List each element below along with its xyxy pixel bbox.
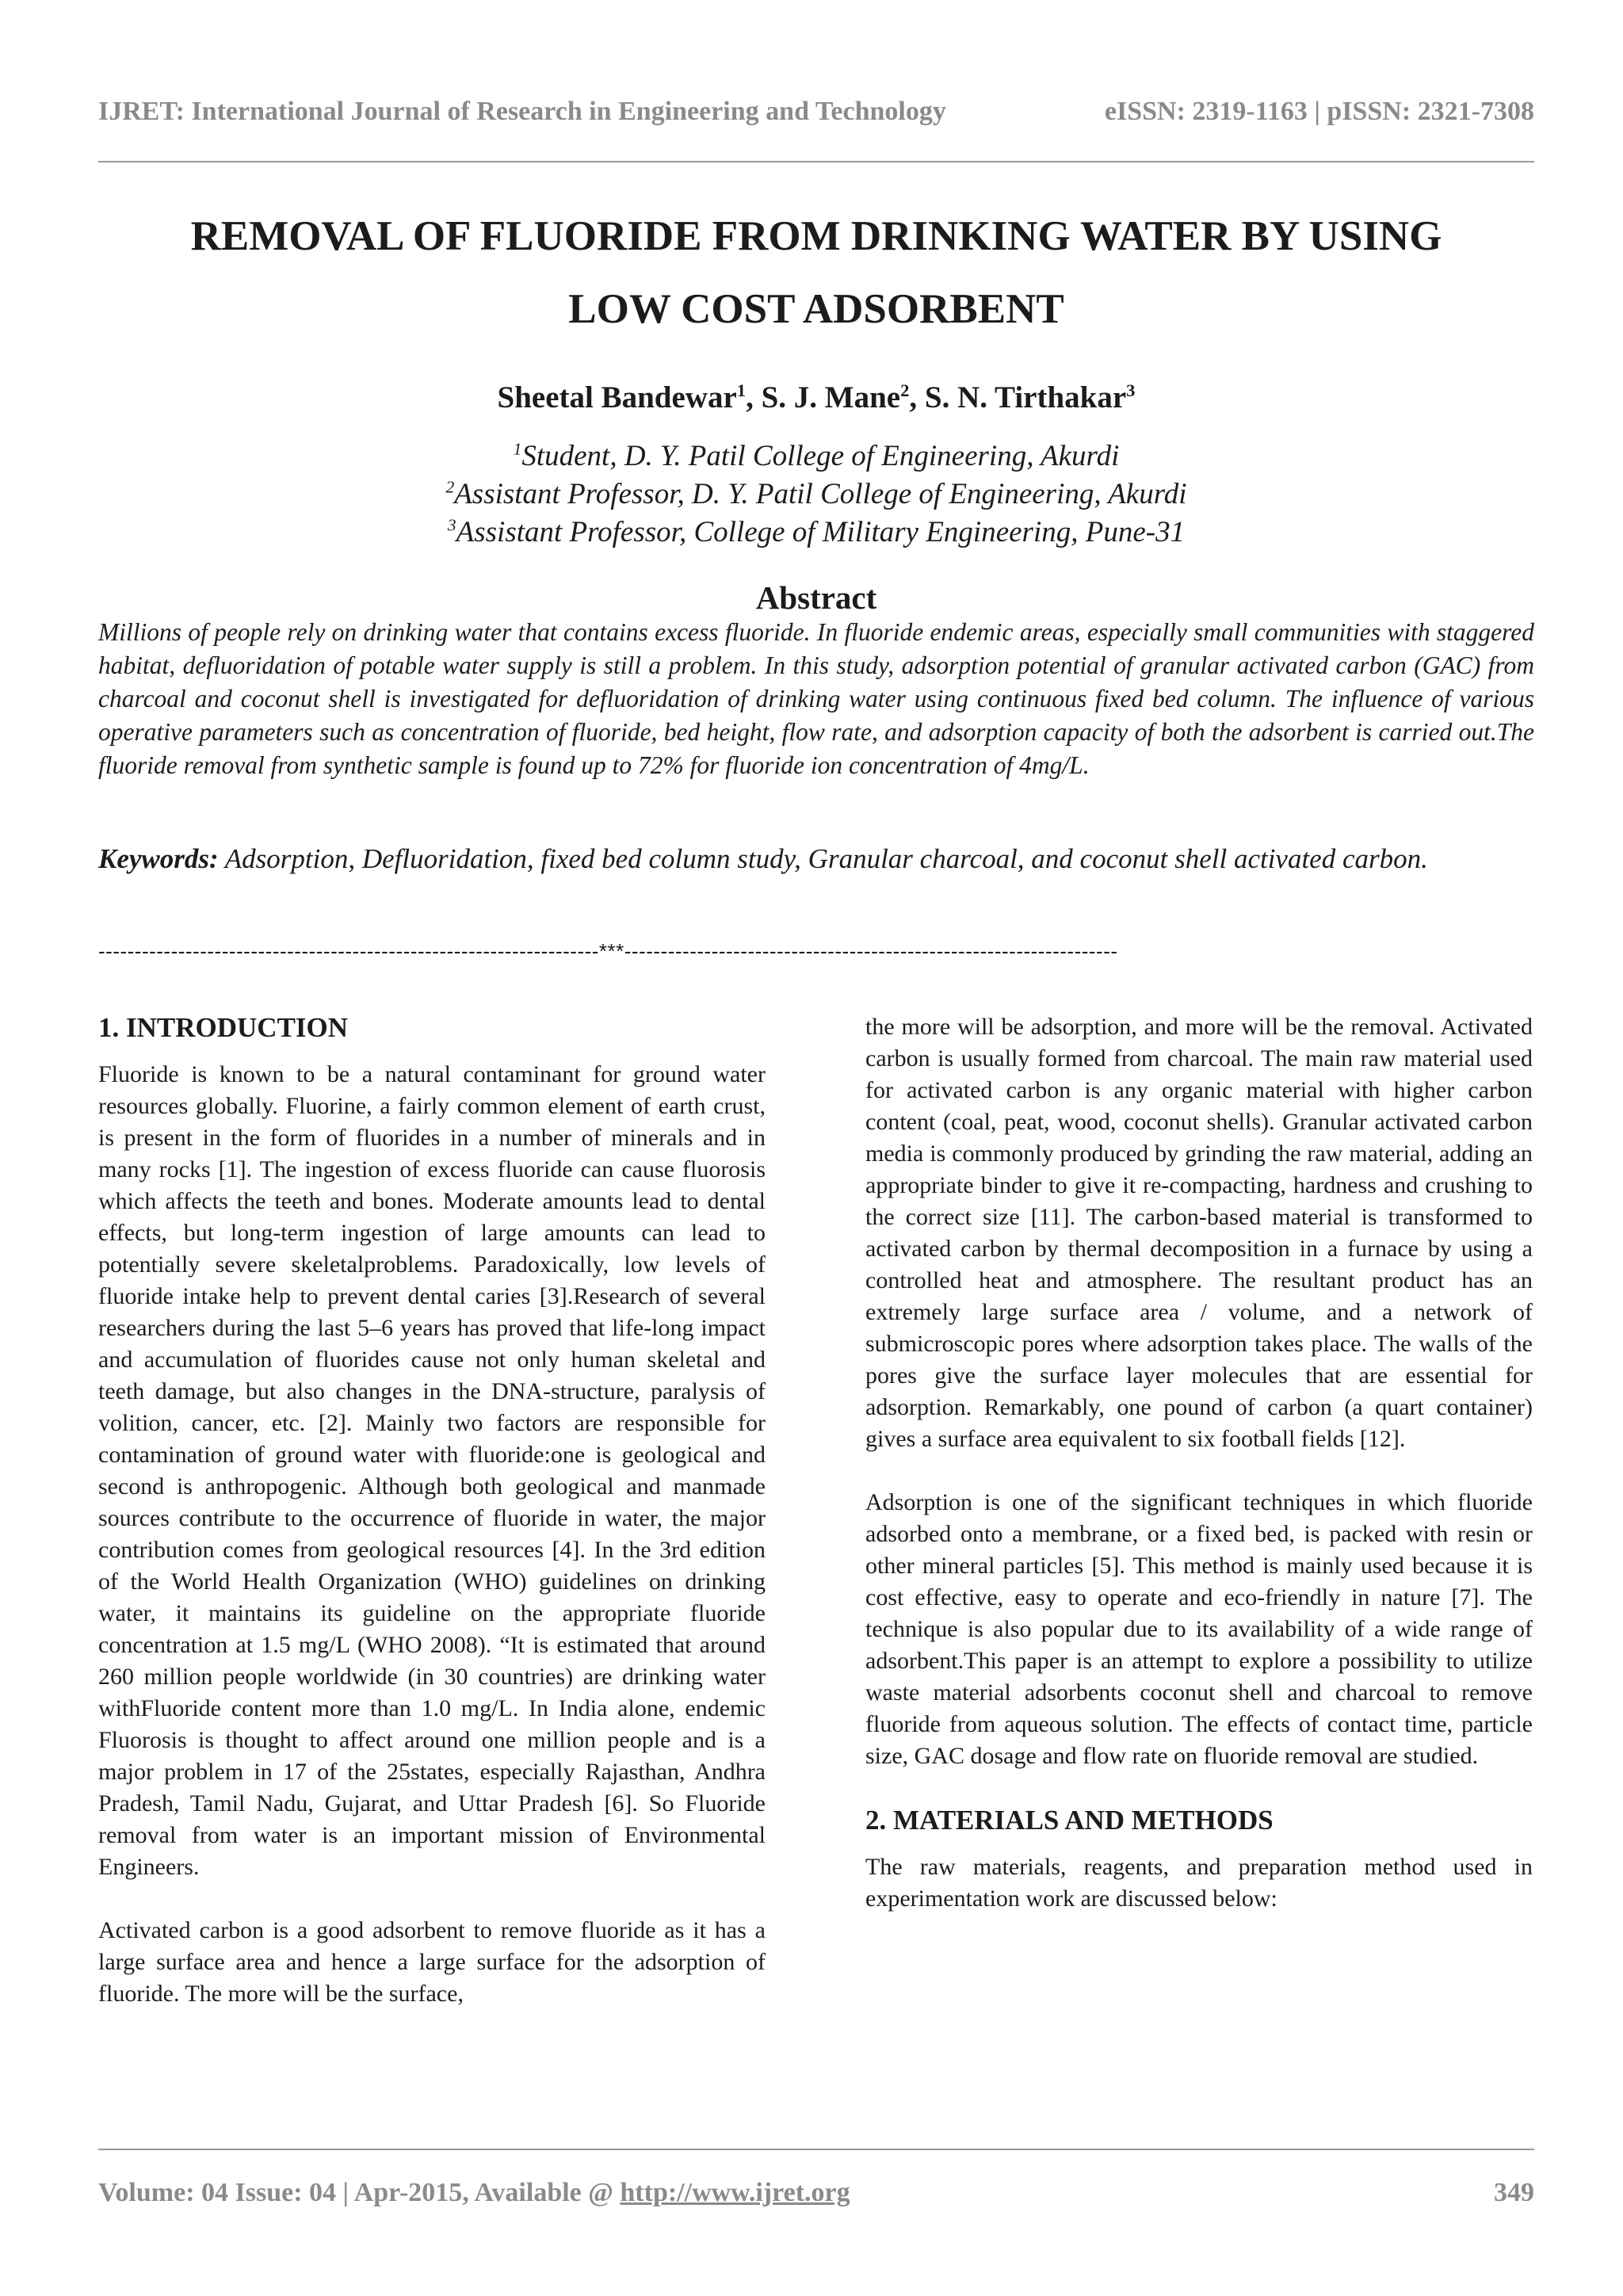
right-column — [865, 1011, 1533, 1946]
methods-heading: 2. MATERIALS AND METHODS — [865, 1805, 1274, 1836]
author-affil-mark: 1 — [736, 380, 747, 400]
affiliation-line — [98, 476, 1534, 514]
volume-info — [98, 2178, 850, 2208]
methods-paragraph-1: The raw materials, reagents, and preparation method used in experimentation work are discussed below: — [865, 1854, 1533, 1912]
journal-link[interactable]: http://www.ijret.org — [620, 2178, 850, 2207]
intro-paragraph-2-start: Activated carbon is a good adsorbent to remove fluoride as it has a large surface area and hence a large surface for the adsorption of fluoride. The more will be the surface, — [98, 1917, 766, 2007]
intro-heading: 1. INTRODUCTION — [98, 1012, 349, 1043]
affiliation-text: Assistant Professor, D. Y. Patil College of Engineering, Akurdi — [454, 478, 1187, 510]
intro-paragraph-3: Adsorption is one of the significant techniques in which fluoride adsorbed onto a membrane, or a fixed bed, is packed with resin or other mineral particles [5]. This method is mainly used because it is cost effective, easy to operate and eco-friendly in nature [7]. The technique is also popular due to its availability of a wide range of adsorbent.This paper is an attempt to explore a possibility to utilize waste material adsorbents coconut shell and charcoal to remove fluoride from aqueous solution. The effects of contact time, particle size, GAC dosage and flow rate on fluoride removal are studied. — [865, 1489, 1533, 1769]
affil-mark: 1 — [513, 439, 522, 459]
running-footer — [98, 2178, 1534, 2208]
journal-name: IJRET: International Journal of Research in Engineering and Technology — [98, 97, 946, 126]
title-line-1: REMOVAL OF FLUORIDE FROM DRINKING WATER BY USING — [190, 213, 1442, 259]
left-column — [98, 1011, 766, 2042]
author-separator: , — [909, 380, 925, 415]
affiliation-line — [98, 514, 1534, 552]
abstract-text: Millions of people rely on drinking water that contains excess fluoride. In fluoride endemic areas, especially small communities with staggered habitat, defluoridation of potable water supply is still a problem. In this study, adsorption potential of granular activated carbon (GAC) from charcoal and coconut shell is investigated for defluoridation of drinking water using continuous fixed bed column. The influence of various operative parameters such as concentration of fluoride, bed height, flow rate, and adsorption capacity of both the adsorbent is carried out.The fluoride removal from synthetic sample is found up to 72% for fluoride ion concentration of 4mg/L. — [98, 618, 1534, 779]
keywords-text: Adsorption, Defluoridation, fixed bed column study, Granular charcoal, and coconut shell activated carbon. — [224, 843, 1428, 874]
author-affil-mark: 2 — [900, 380, 910, 400]
affiliations — [98, 437, 1534, 552]
author-name: S. J. Mane — [761, 380, 901, 415]
section-separator: ---------------------------------------------------------------------***-------------------------------------------------------------------- — [98, 939, 1118, 963]
author-separator: , — [746, 380, 762, 415]
footer-rule — [98, 2149, 1534, 2150]
intro-paragraph-2-cont: the more will be adsorption, and more will be the removal. Activated carbon is usually formed from charcoal. The main raw material used for activated carbon is any organic material with higher carbon content (coal, peat, wood, coconut shells). Granular activated carbon media is commonly produced by grinding the raw material, adding an appropriate binder to give it re-compacting, hardness and crushing to the correct size [11]. The carbon-based material is transformed to activated carbon by thermal decomposition in a furnace by using a controlled heat and atmosphere. The resultant product has an extremely large surface area / volume, and a network of submicroscopic pores where adsorption takes place. The walls of the pores give the surface layer molecules that are essential for adsorption. Remarkably, one pound of carbon (a quart container) gives a surface area equivalent to six football fields [12]. — [865, 1014, 1533, 1452]
keywords-label: Keywords: — [98, 843, 219, 874]
affiliation-text: Assistant Professor, College of Military Engineering, Pune-31 — [456, 516, 1186, 548]
author-name: S. N. Tirthakar — [924, 380, 1127, 415]
affil-mark: 3 — [447, 515, 456, 535]
author-affil-mark: 3 — [1126, 380, 1136, 400]
header-rule — [98, 161, 1534, 162]
affiliation-line — [98, 437, 1534, 476]
affil-mark: 2 — [445, 477, 455, 497]
running-header — [98, 97, 1534, 127]
issn-info: eISSN: 2319-1163 | pISSN: 2321-7308 — [1104, 97, 1534, 126]
intro-paragraph-1: Fluoride is known to be a natural contaminant for ground water resources globally. Fluorine, a fairly common element of earth crust, is present in the form of fluorides in a number of minerals and in many rocks [1]. The ingestion of excess fluoride can cause fluorosis which affects the teeth and bones. Moderate amounts lead to dental effects, but long-term ingestion of large amounts can lead to potentially severe skeletalproblems. Paradoxically, low levels of fluoride intake help to prevent dental caries [3].Research of several researchers during the last 5–6 years has proved that life-long impact and accumulation of fluorides cause not only human skeletal and teeth damage, but also changes in the DNA-structure, paralysis of volition, cancer, etc. [2]. Mainly two factors are responsible for contamination of ground water with fluoride:one is geological and second is anthropogenic. Although both geological and manmade sources contribute to the occurrence of fluoride in water, the major contribution comes from geological resources [4]. In the 3rd edition of the World Health Organization (WHO) guidelines on drinking water, it maintains its guideline on the appropriate fluoride concentration at 1.5 mg/L (WHO 2008). “It is estimated that around 260 million people worldwide (in 30 countries) are drinking water withFluoride content more than 1.0 mg/L. In India alone, endemic Fluorosis is thought to affect around one million people and is a major problem in 17 of the 25states, especially Rajasthan, Andhra Pradesh, Tamil Nadu, Gujarat, and Uttar Pradesh [6]. So Fluoride removal from water is an important mission of Environmental Engineers. — [98, 1061, 766, 1880]
paper-title — [98, 200, 1534, 346]
abstract-heading: Abstract — [755, 579, 877, 616]
author-list — [98, 379, 1534, 417]
volume-text: Volume: 04 Issue: 04 | Apr-2015, Available @ — [98, 2178, 621, 2207]
title-line-2: LOW COST ADSORBENT — [568, 286, 1064, 332]
author-name: Sheetal Bandewar — [497, 380, 737, 415]
affiliation-text: Student, D. Y. Patil College of Engineering, Akurdi — [521, 440, 1120, 472]
keywords — [98, 834, 1534, 884]
page-number: 349 — [1494, 2178, 1534, 2207]
